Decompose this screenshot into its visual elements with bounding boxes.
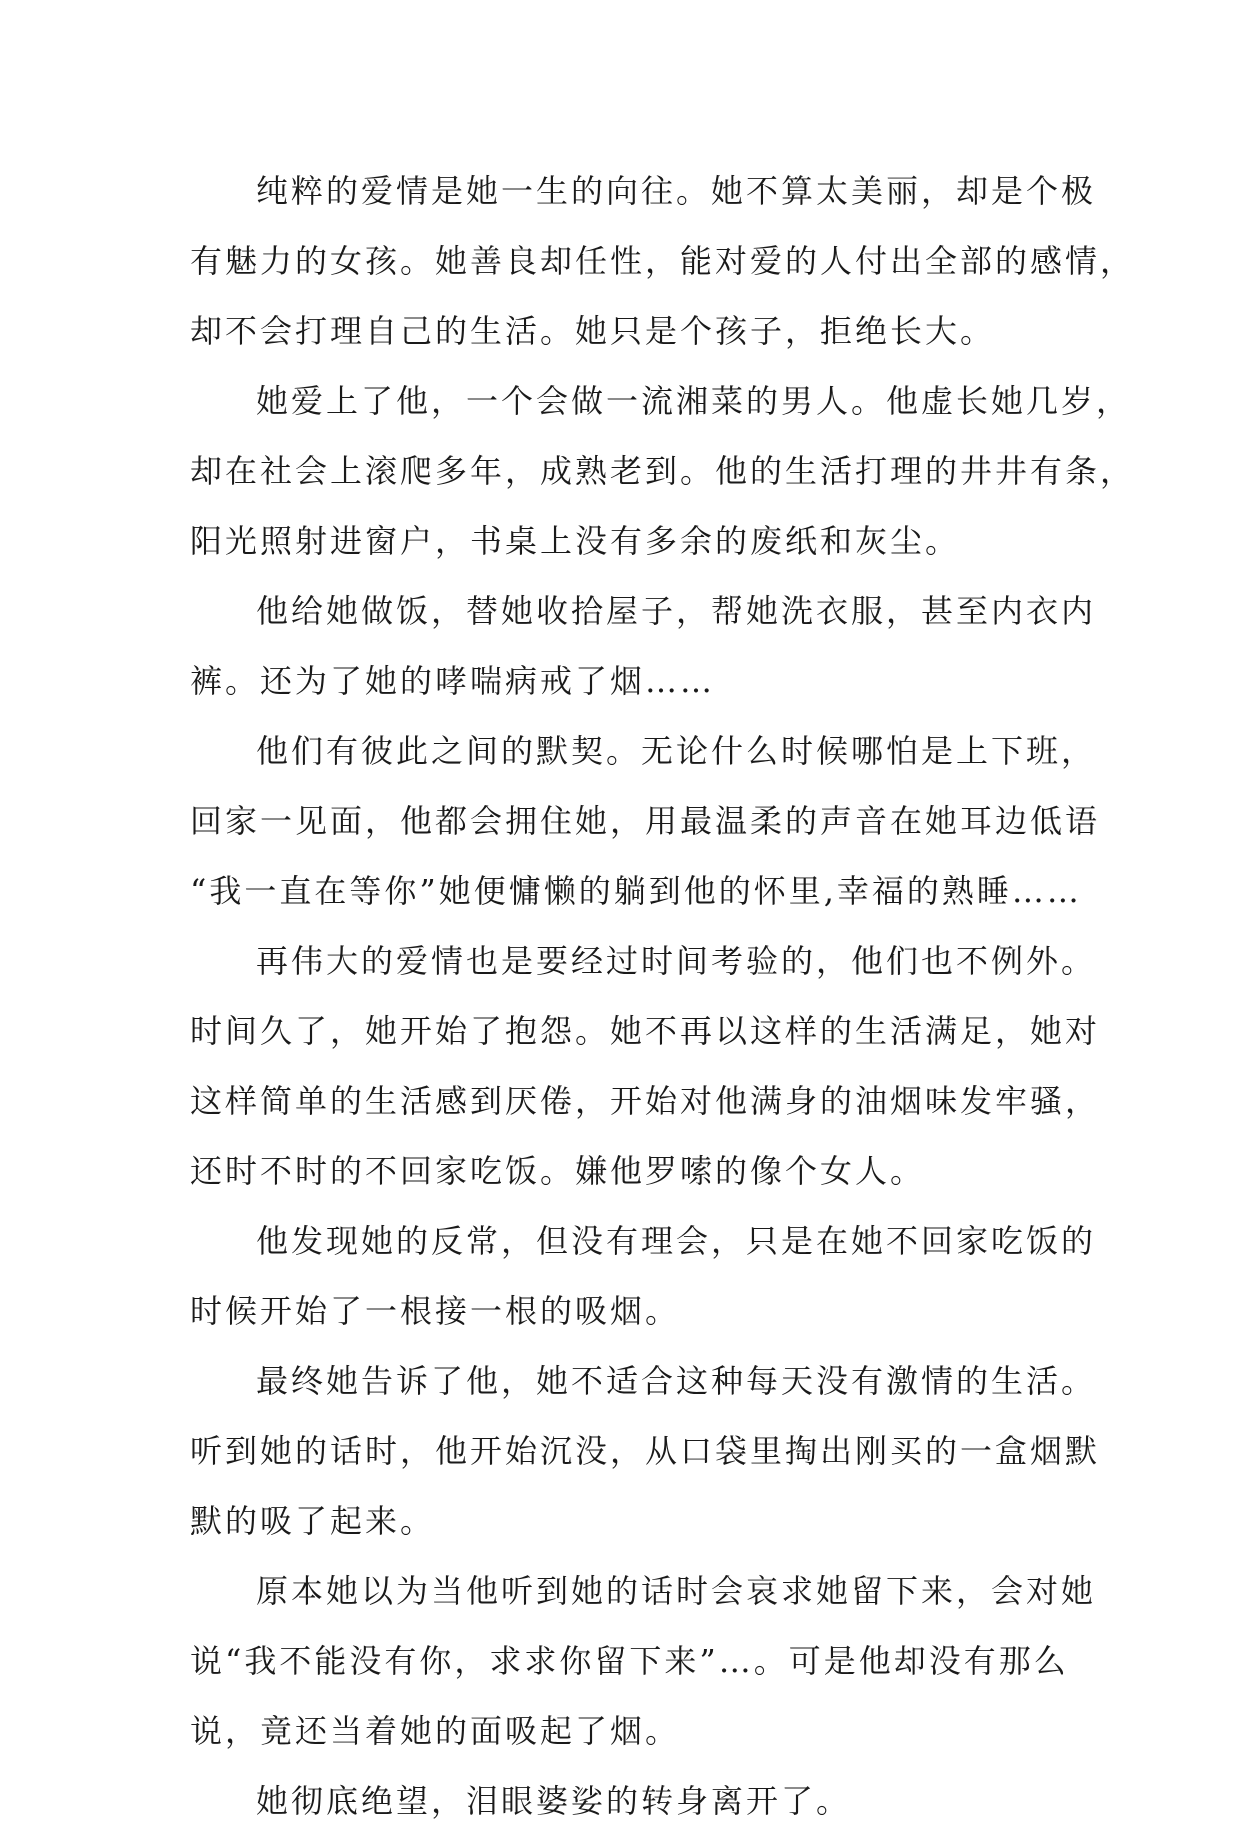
paragraph-2	[190, 366, 1136, 576]
text-line: 听到她的话时，他开始沉没，从口袋里掏出刚买的一盒烟默	[190, 1432, 1101, 1470]
text-line: 却在社会上滚爬多年，成熟老到。他的生活打理的井井有条，	[190, 452, 1136, 490]
text-line: 再伟大的爱情也是要经过时间考验的，他们也不例外。	[256, 942, 1097, 980]
paragraph-6	[190, 1206, 1097, 1346]
paragraph-4	[190, 716, 1101, 926]
paragraph-8	[190, 1556, 1097, 1766]
text-line: 说“我不能没有你，求求你留下来”…。可是他却没有那么	[190, 1642, 1069, 1680]
paragraph-9	[190, 1766, 1050, 1836]
text-line: 时候开始了一根接一根的吸烟。	[190, 1292, 681, 1330]
text-line: 还时不时的不回家吃饭。嫌他罗嗦的像个女人。	[190, 1152, 926, 1190]
text-line: 说，竟还当着她的面吸起了烟。	[190, 1712, 681, 1750]
paragraph-5	[190, 926, 1101, 1206]
text-line: 她彻底绝望，泪眼婆娑的转身离开了。	[256, 1782, 852, 1820]
text-line: 时间久了，她开始了抱怨。她不再以这样的生活满足，她对	[190, 1012, 1101, 1050]
text-line: 他们有彼此之间的默契。无论什么时候哪怕是上下班，	[256, 732, 1097, 770]
text-line: 纯粹的爱情是她一生的向往。她不算太美丽，却是个极	[256, 172, 1097, 210]
paragraph-3	[190, 576, 1097, 716]
text-line: 他给她做饭，替她收拾屋子，帮她洗衣服，甚至内衣内	[256, 592, 1097, 630]
paragraph-1	[190, 156, 1136, 366]
text-line: “我一直在等你”她便慵懒的躺到他的怀里,幸福的熟睡……	[190, 872, 1082, 910]
text-line: 她爱上了他，一个会做一流湘菜的男人。他虚长她几岁，	[256, 382, 1132, 420]
text-line: 裤。还为了她的哮喘病戒了烟……	[190, 662, 716, 700]
article-body	[190, 156, 1136, 1836]
paragraph-7	[190, 1346, 1101, 1556]
text-line: 阳光照射进窗户，书桌上没有多余的废纸和灰尘。	[190, 522, 961, 560]
text-line: 却不会打理自己的生活。她只是个孩子，拒绝长大。	[190, 312, 996, 350]
text-line: 他发现她的反常，但没有理会，只是在她不回家吃饭的	[256, 1222, 1097, 1260]
text-line: 最终她告诉了他，她不适合这种每天没有激情的生活。	[256, 1362, 1097, 1400]
text-line: 默的吸了起来。	[190, 1502, 436, 1540]
text-line: 有魅力的女孩。她善良却任性，能对爱的人付出全部的感情，	[190, 242, 1136, 280]
text-line: 原本她以为当他听到她的话时会哀求她留下来，会对她	[256, 1572, 1097, 1610]
text-line: 回家一见面，他都会拥住她，用最温柔的声音在她耳边低语	[190, 802, 1101, 840]
text-line: 这样简单的生活感到厌倦，开始对他满身的油烟味发牢骚，	[190, 1082, 1101, 1120]
